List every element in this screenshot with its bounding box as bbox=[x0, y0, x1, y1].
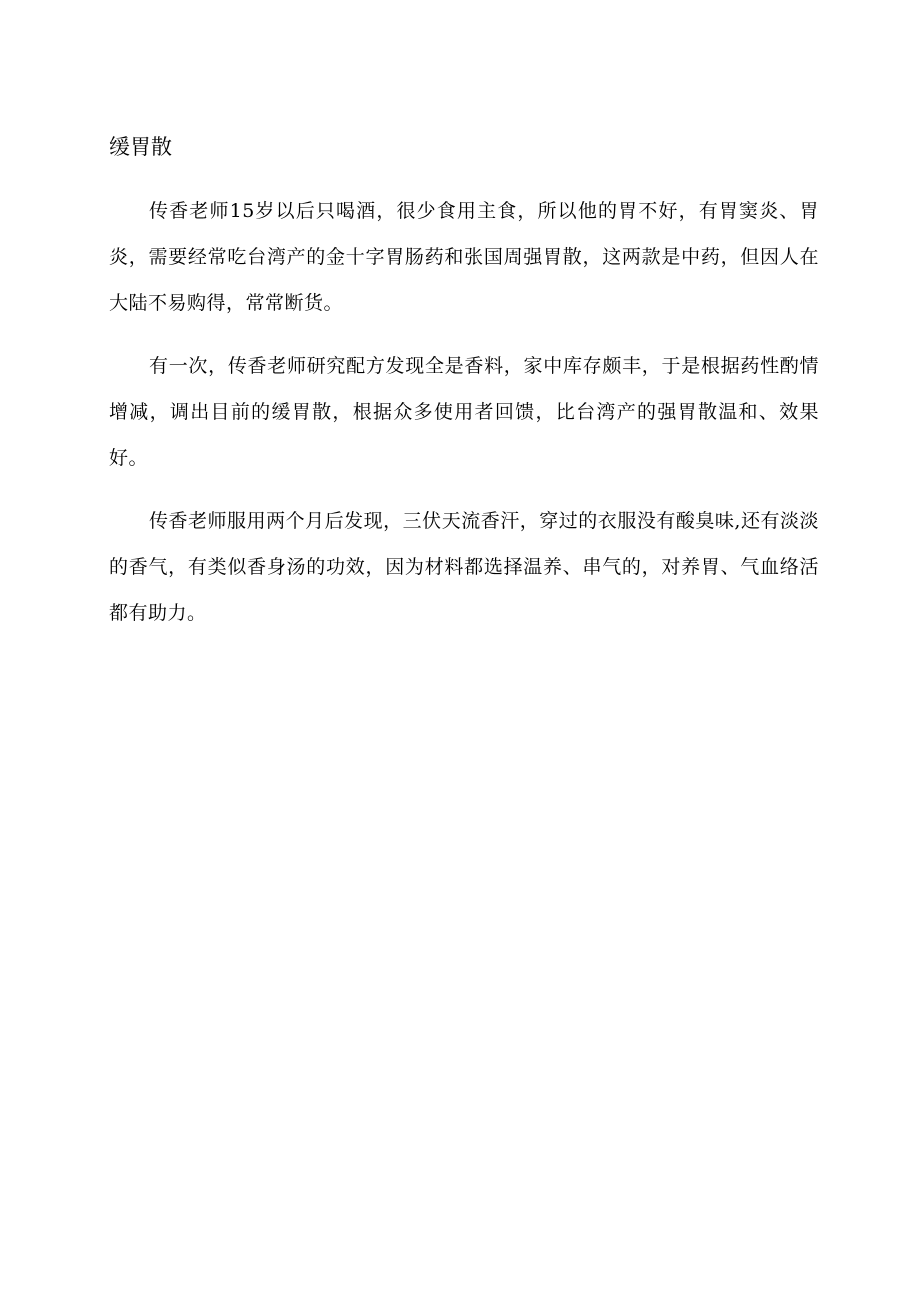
paragraph-2: 有一次，传香老师研究配方发现全是香料，家中库存颇丰，于是根据药性酌情增减，调出目前的缓胃散，根据众多使用者回馈，比台湾产的强胃散温和、效果好。 bbox=[109, 355, 819, 469]
paragraph-3: 传香老师服用两个月后发现，三伏天流香汗，穿过的衣服没有酸臭味,还有淡淡的香气，有类似香身汤的功效，因为材料都选择温养、串气的，对养胃、气血络活都有助力。 bbox=[109, 510, 819, 624]
document-body bbox=[109, 128, 819, 653]
document-title: 缓胃散 bbox=[109, 135, 172, 159]
paragraph-1: 传香老师15岁以后只喝酒，很少食用主食，所以他的胃不好，有胃窦炎、胃炎，需要经常吃台湾产的金十字胃肠药和张国周强胃散，这两款是中药，但因人在大陆不易购得，常常断货。 bbox=[109, 200, 819, 314]
